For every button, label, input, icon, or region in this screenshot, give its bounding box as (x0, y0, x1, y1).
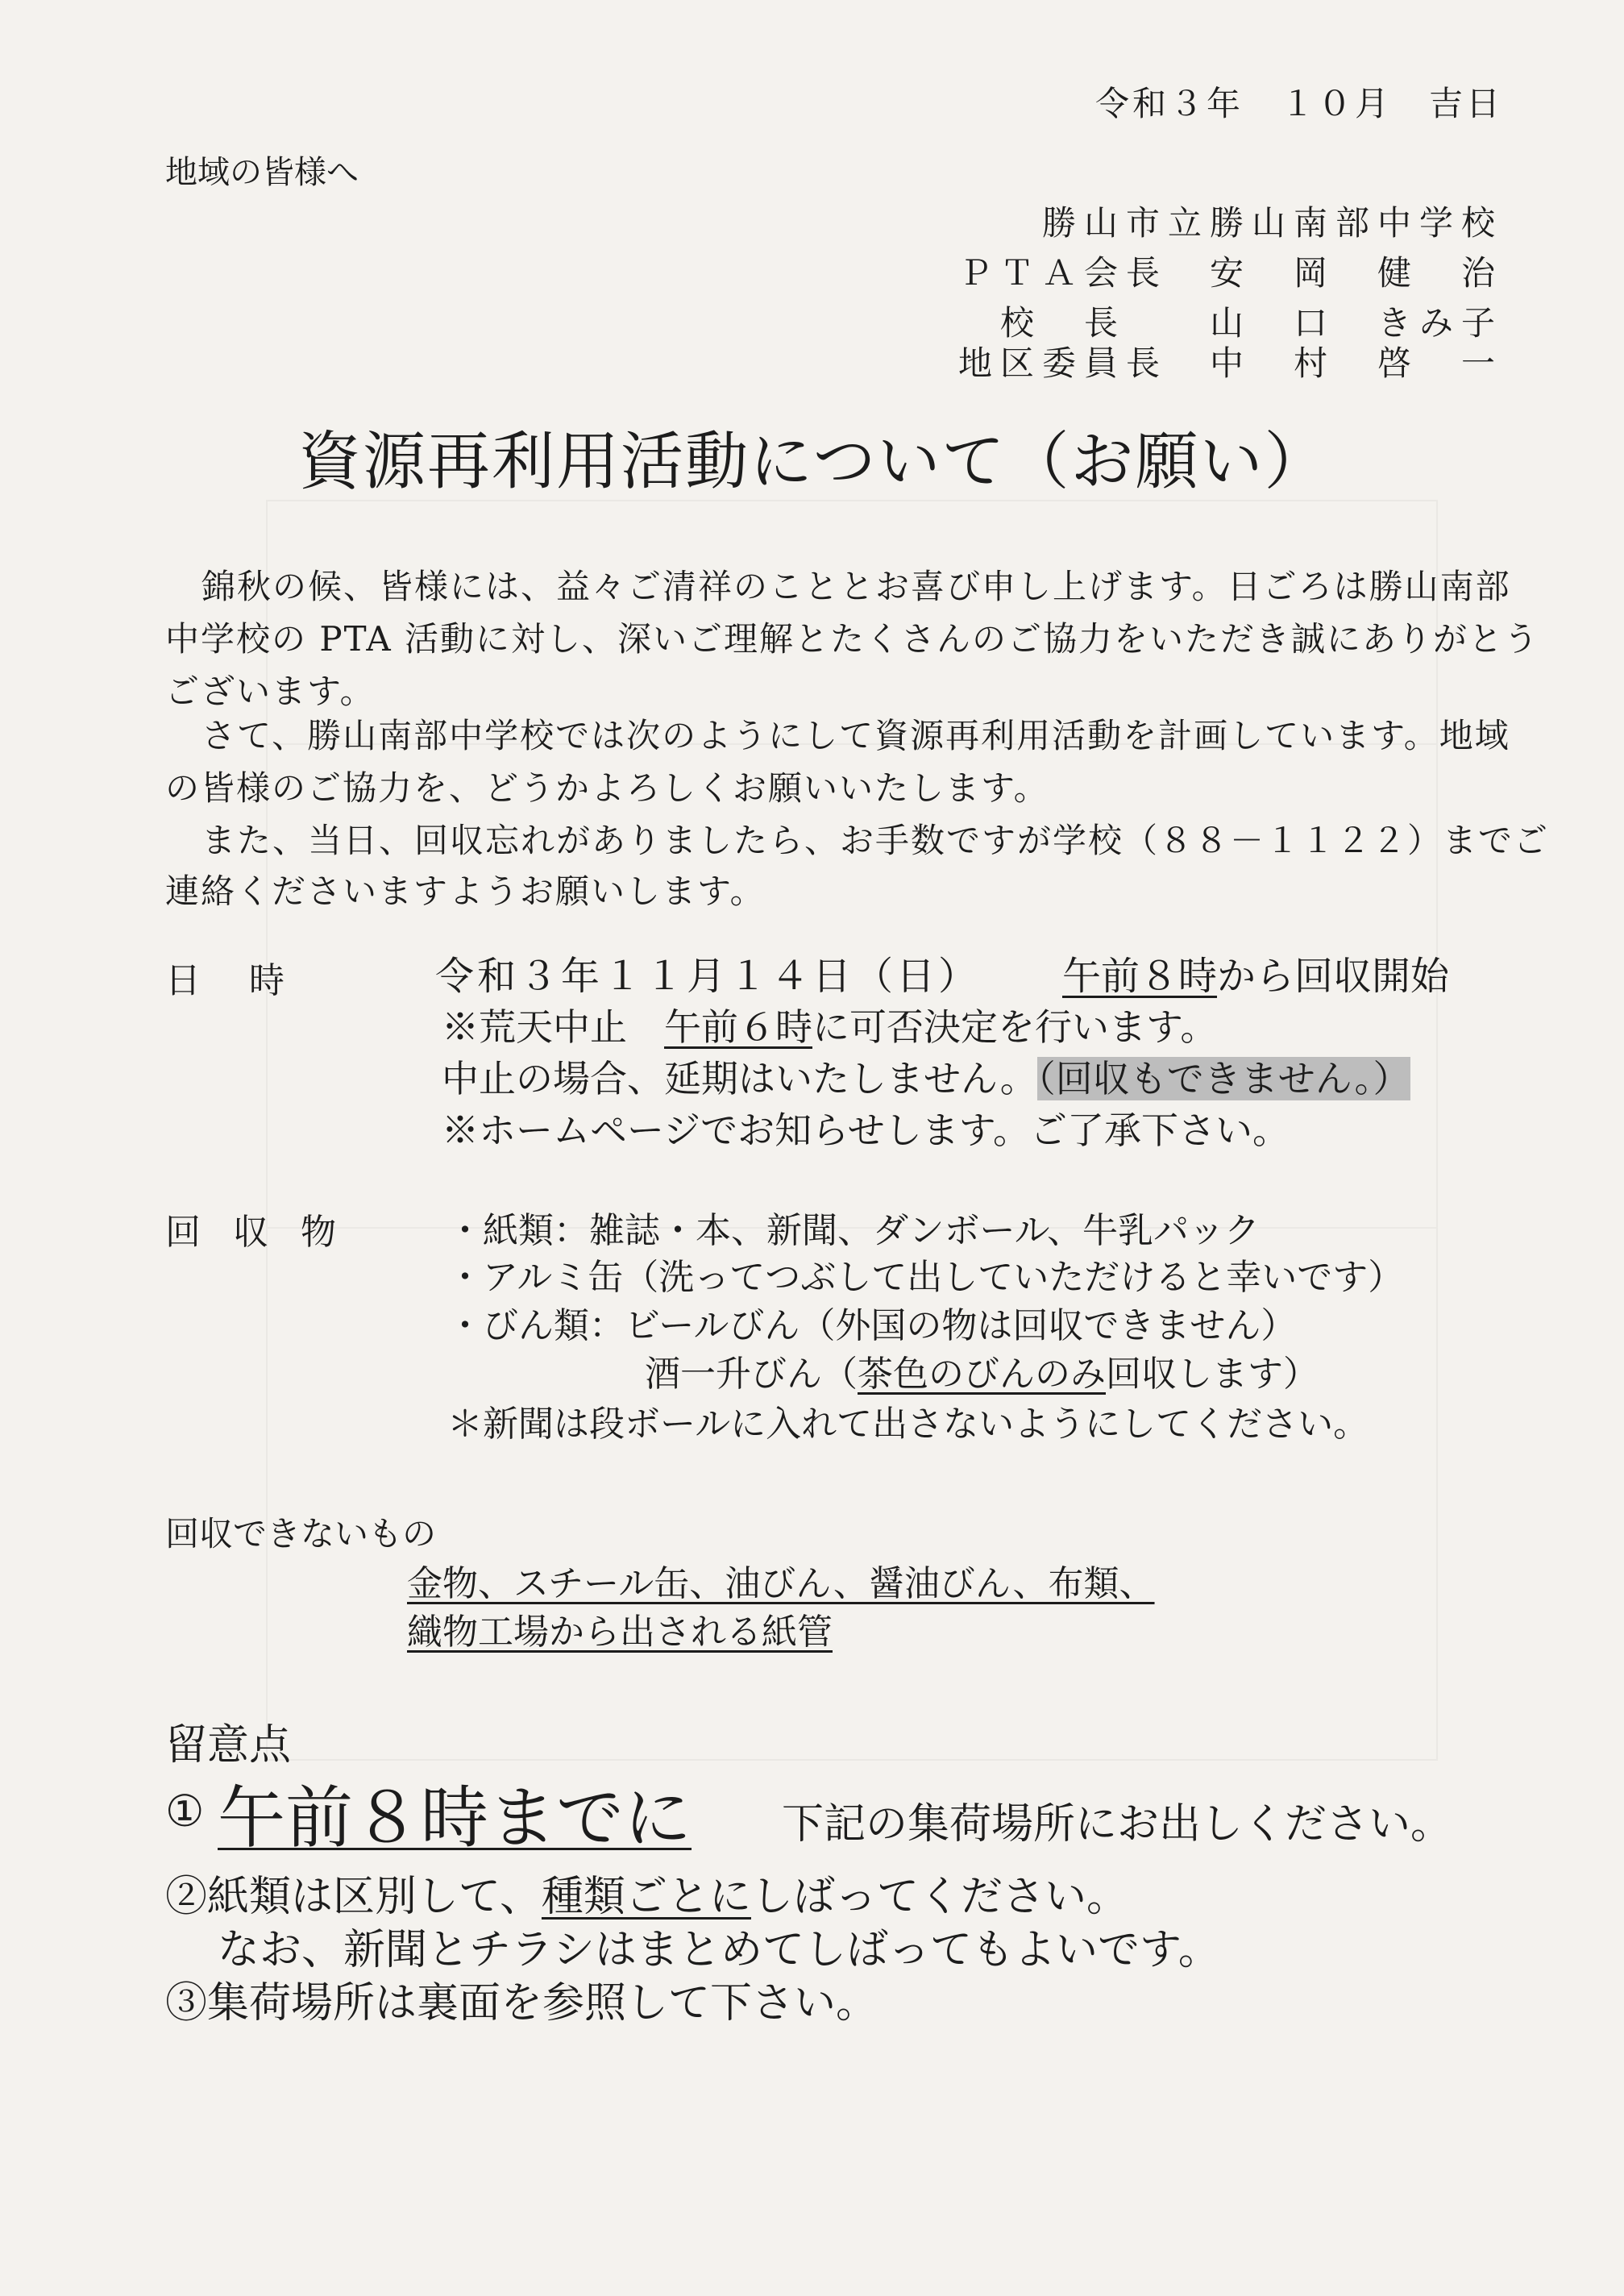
sender-school: 勝山市立勝山南部中学校 (1041, 203, 1503, 243)
note-number: ① (165, 1786, 205, 1836)
collection-item: ・びん類：ビールびん（外国の物は回収できません） (447, 1305, 1297, 1346)
intro-line: 中学校の PTA 活動に対し、深いご理解とたくさんのご協力をいただき誠にありがとう (165, 619, 1540, 659)
sender-pta-president: ＰＴＡ会長 安 岡 健 治 (957, 253, 1503, 293)
start-time (1062, 945, 1449, 1000)
page-title: 資源再利用活動について（お願い） (298, 426, 1329, 498)
cancel-note (442, 1050, 1410, 1103)
intro-line: の皆様のご協力を、どうかよろしくお願いいたします。 (165, 768, 1049, 808)
start-time-suffix: から回収開始 (1217, 954, 1450, 999)
note-deadline: 午前８時までに (218, 1778, 692, 1857)
weather-note-prefix: ※荒天中止 (442, 1005, 664, 1049)
intro-line: 連絡くださいますようお願いします。 (165, 871, 766, 911)
intro-line: ございます。 (165, 672, 376, 711)
weather-note (442, 998, 1217, 1051)
note-bundling-prefix: ②紙類は区別して、 (165, 1873, 542, 1921)
note-bundling (165, 1862, 1128, 1923)
note-bundling-suffix: しばってください。 (750, 1873, 1128, 1921)
note-text: 下記の集荷場所にお出しください。 (782, 1800, 1453, 1849)
note-location: ③集荷場所は裏面を参照して下さい。 (165, 1979, 878, 2028)
homepage-note: ※ホームページでお知らせします。ご了承下さい。 (442, 1108, 1290, 1152)
schedule-label: 日時 (165, 960, 333, 1001)
issue-date: 令和３年 １０月 吉日 (1094, 84, 1503, 123)
intro-line: さて、勝山南部中学校では次のようにして資源再利用活動を計画しています。地域 (201, 716, 1510, 755)
event-date: 令和３年１１月１４日（日） (435, 954, 981, 999)
weather-note-suffix: に可否決定を行います。 (812, 1005, 1218, 1049)
start-time-value: 午前８時 (1062, 954, 1218, 999)
notes-label: 留意点 (165, 1721, 292, 1770)
not-collected-label: 回収できないもの (165, 1514, 437, 1554)
sender-district-chair: 地区委員長 中 村 啓 一 (957, 343, 1503, 383)
cancel-note-highlight: （回収もできません。） (1036, 1057, 1410, 1100)
collection-item-emphasis: 茶色のびんのみ (858, 1354, 1106, 1395)
collection-item-suffix: 回収します） (1106, 1354, 1319, 1395)
decision-time: 午前６時 (664, 1005, 812, 1049)
cancel-note-text: 中止の場合、延期はいたしません。 (442, 1057, 1037, 1100)
collection-item-prefix: 酒一升びん（ (645, 1354, 858, 1395)
collection-note: ＊新聞は段ボールに入れて出さないようにしてください。 (447, 1404, 1369, 1445)
addressee: 地域の皆様へ (165, 154, 359, 191)
intro-line: また、当日、回収忘れがありましたら、お手数ですが学校（８８－１１２２）までご (201, 821, 1550, 860)
collection-item: ・紙類：雑誌・本、新聞、ダンボール、牛乳パック (447, 1210, 1261, 1251)
note-bundling-emphasis: 種類ごとに (541, 1873, 751, 1921)
collection-item (645, 1345, 1319, 1396)
not-collected-line: 金物、スチール缶、油びん、醤油びん、布類、 (407, 1563, 1155, 1604)
collection-item: ・アルミ缶（洗ってつぶして出していただけると幸いです） (447, 1257, 1404, 1298)
note-bundling-extra: なお、新聞とチラシはまとめてしばってもよいです。 (218, 1926, 1220, 1974)
sender-principal: 校 長 山 口 きみ子 (999, 303, 1503, 343)
intro-line: 錦秋の候、皆様には、益々ご清祥のこととお喜び申し上げます。日ごろは勝山南部 (201, 567, 1511, 606)
collection-label: 回収物 (165, 1212, 368, 1253)
not-collected-line: 織物工場から出される紙管 (407, 1612, 833, 1653)
